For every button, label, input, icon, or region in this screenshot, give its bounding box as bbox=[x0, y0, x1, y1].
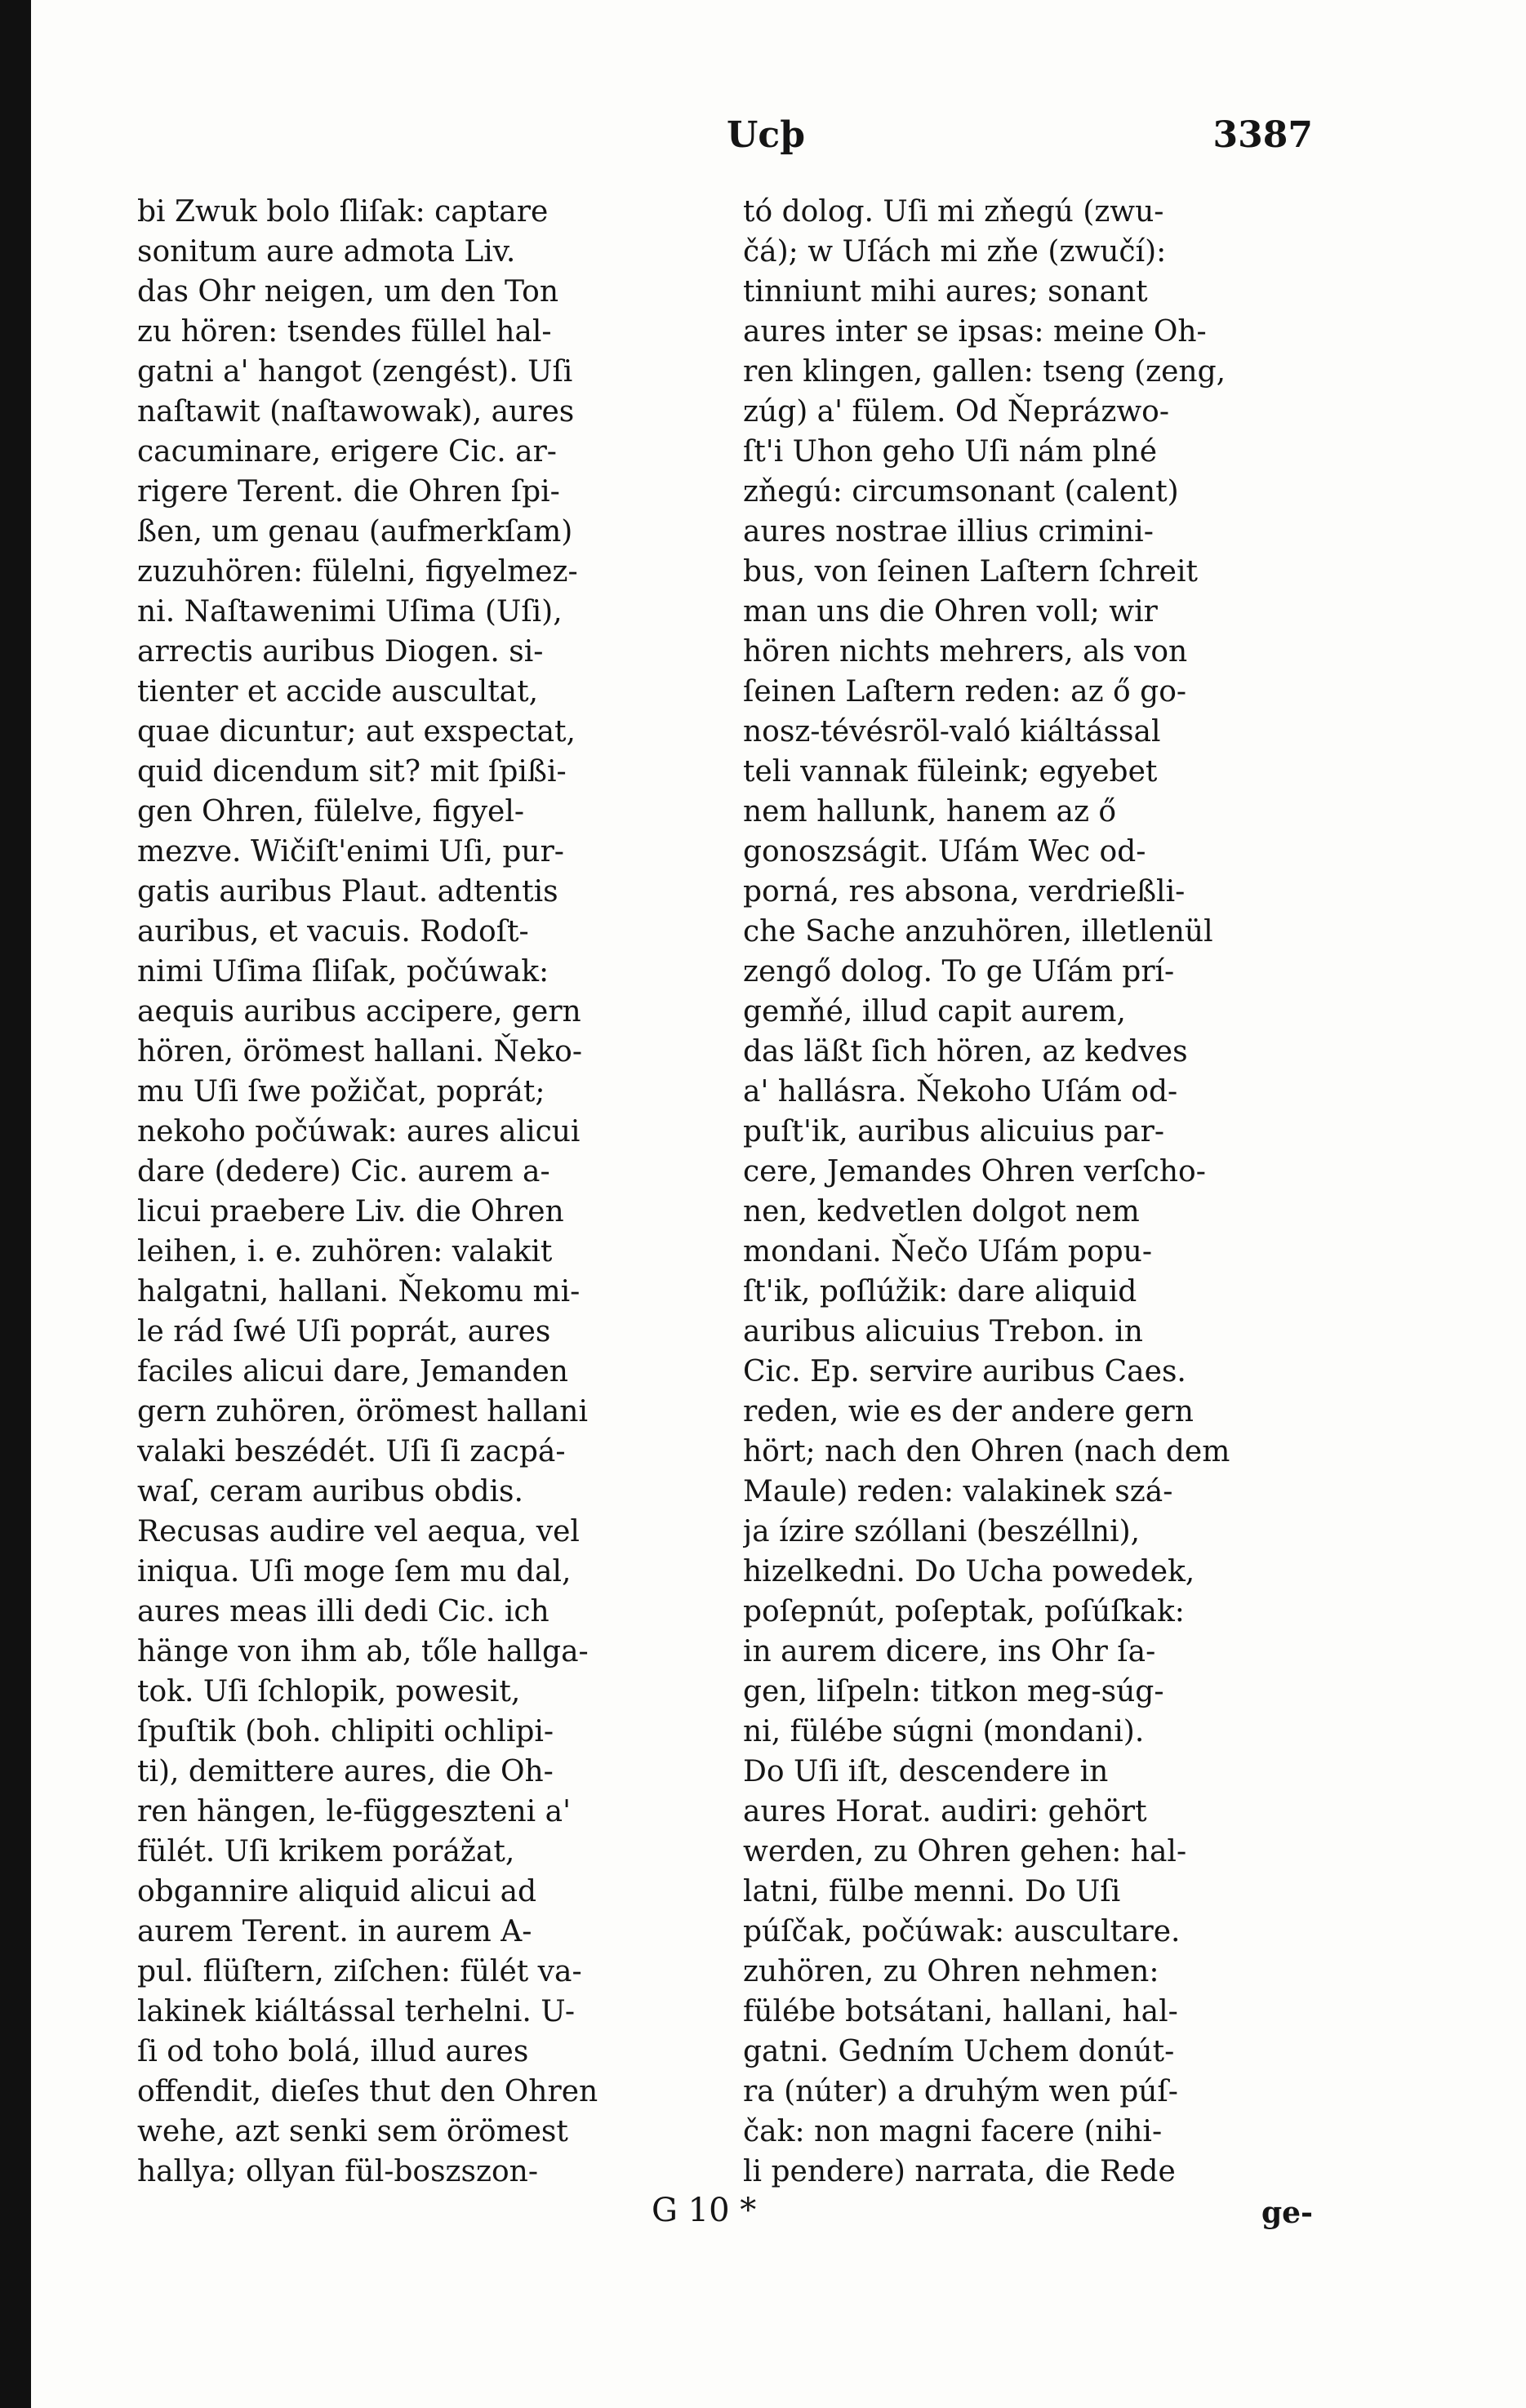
text-line: ra (núter) a druhým wen púſ- bbox=[743, 2075, 1178, 2108]
text-line: halgatni, hallani. Ňekomu mi- bbox=[137, 1275, 581, 1308]
text-line: ren hängen, le-függeszteni a' bbox=[137, 1795, 571, 1828]
text-line: fülét. Uſi krikem porážat, bbox=[137, 1835, 515, 1868]
text-line: nimi Uſima ſliſak, počúwak: bbox=[137, 955, 549, 989]
text-line: zengő dolog. To ge Uſám prí- bbox=[743, 955, 1175, 989]
right-column bbox=[743, 192, 1298, 2192]
text-line: teli vannak füleink; egyebet bbox=[743, 755, 1158, 789]
text-line: arrectis auribus Diogen. si- bbox=[137, 635, 544, 669]
scan-edge bbox=[0, 0, 31, 2408]
text-line: tinniunt mihi aures; sonant bbox=[743, 275, 1148, 309]
text-line: gen, liſpeln: titkon meg-súg- bbox=[743, 1675, 1164, 1708]
text-line: ti), demittere aures, die Oh- bbox=[137, 1755, 554, 1788]
text-line: ſt'ik, poſlúžik: dare aliquid bbox=[743, 1275, 1137, 1308]
text-line: man uns die Ohren voll; wir bbox=[743, 595, 1158, 629]
text-line: faciles alicui dare, Jemanden bbox=[137, 1355, 568, 1388]
text-line: čá); w Uſách mi zňe (zwučí): bbox=[743, 235, 1167, 269]
text-line: gen Ohren, fülelve, figyel- bbox=[137, 795, 525, 829]
text-line: aures nostrae illius crimini- bbox=[743, 515, 1154, 549]
text-line: valaki beszédét. Uſi ſi zacpá- bbox=[137, 1435, 566, 1468]
text-line: aures meas illi dedi Cic. ich bbox=[137, 1595, 549, 1628]
text-line: che Sache anzuhören, illetlenül bbox=[743, 915, 1213, 949]
text-line: zuzuhören: fülelni, figyelmez- bbox=[137, 555, 578, 589]
text-line: quid dicendum sit? mit ſpißi- bbox=[137, 755, 567, 789]
text-line: naſtawit (naſtawowak), aures bbox=[137, 395, 575, 429]
text-line: le rád ſwé Uſi poprát, aures bbox=[137, 1315, 551, 1348]
text-line: mondani. Ňečo Uſám popu- bbox=[743, 1235, 1152, 1268]
text-line: poſepnút, poſeptak, poſúſkak: bbox=[743, 1595, 1185, 1628]
text-line: Maule) reden: valakinek szá- bbox=[743, 1475, 1173, 1508]
running-head-word: Ucþ bbox=[727, 114, 805, 156]
text-line: aures Horat. audiri: gehört bbox=[743, 1795, 1147, 1828]
text-line: hört; nach den Ohren (nach dem bbox=[743, 1435, 1230, 1468]
text-line: nen, kedvetlen dolgot nem bbox=[743, 1195, 1140, 1228]
text-line: ni, fülébe súgni (mondani). bbox=[743, 1715, 1145, 1748]
text-line: aures inter se ipsas: meine Oh- bbox=[743, 315, 1207, 349]
text-line: leihen, i. e. zuhören: valakit bbox=[137, 1235, 553, 1268]
text-line: a' hallásra. Ňekoho Uſám od- bbox=[743, 1075, 1178, 1108]
text-line: porná, res absona, verdrießli- bbox=[743, 875, 1186, 909]
text-line: ren klingen, gallen: tseng (zeng, bbox=[743, 355, 1226, 389]
text-line: gatni a' hangot (zengést). Uſi bbox=[137, 355, 573, 389]
text-line: wehe, azt senki sem örömest bbox=[137, 2115, 568, 2148]
text-line: das Ohr neigen, um den Ton bbox=[137, 275, 559, 309]
text-line: zuhören, zu Ohren nehmen: bbox=[743, 1955, 1159, 1988]
text-line: hizelkedni. Do Ucha powedek, bbox=[743, 1555, 1195, 1588]
text-line: cacuminare, erigere Cic. ar- bbox=[137, 435, 557, 469]
text-line: in aurem dicere, ins Ohr ſa- bbox=[743, 1635, 1156, 1668]
text-line: pul. flüſtern, ziſchen: fülét va- bbox=[137, 1955, 582, 1988]
text-line: hören, örömest hallani. Ňeko- bbox=[137, 1035, 583, 1068]
text-line: gatis auribus Plaut. adtentis bbox=[137, 875, 558, 909]
text-line: li pendere) narrata, die Rede bbox=[743, 2155, 1176, 2188]
text-line: offendit, dieſes thut den Ohren bbox=[137, 2075, 598, 2108]
text-line: ja ízire szóllani (beszéllni), bbox=[743, 1515, 1141, 1548]
text-line: licui praebere Liv. die Ohren bbox=[137, 1195, 564, 1228]
text-line: obgannire aliquid alicui ad bbox=[137, 1875, 537, 1908]
text-line: gemňé, illud capit aurem, bbox=[743, 995, 1126, 1029]
text-line: bi Zwuk bolo ſliſak: captare bbox=[137, 195, 549, 229]
text-line: gatni. Gedním Uchem donút- bbox=[743, 2035, 1175, 2068]
text-line: Recusas audire vel aequa, vel bbox=[137, 1515, 580, 1548]
text-line: ſi od toho bolá, illud aures bbox=[137, 2035, 529, 2068]
text-line: nem hallunk, hanem az ő bbox=[743, 795, 1117, 829]
text-line: mezve. Wičiſt'enimi Uſi, pur- bbox=[137, 835, 564, 869]
left-column bbox=[137, 192, 692, 2192]
text-line: rigere Terent. die Ohren ſpi- bbox=[137, 475, 560, 509]
text-line: tó dolog. Uſi mi zňegú (zwu- bbox=[743, 195, 1164, 229]
text-line: Do Uſi iſt, descendere in bbox=[743, 1755, 1109, 1788]
text-line: hallya; ollyan fül-boszszon- bbox=[137, 2155, 538, 2188]
text-line: gonoszságit. Uſám Wec od- bbox=[743, 835, 1146, 869]
text-line: waſ, ceram auribus obdis. bbox=[137, 1475, 523, 1508]
dictionary-page bbox=[31, 0, 1526, 2408]
text-line: Cic. Ep. servire auribus Caes. bbox=[743, 1355, 1186, 1388]
text-line: dare (dedere) Cic. aurem a- bbox=[137, 1155, 550, 1188]
text-line: hören nichts mehrers, als von bbox=[743, 635, 1188, 669]
text-line: fülébe botsátani, hallani, hal- bbox=[743, 1995, 1178, 2028]
text-line: púſčak, počúwak: auscultare. bbox=[743, 1915, 1181, 1948]
text-line: reden, wie es der andere gern bbox=[743, 1395, 1194, 1428]
text-line: sonitum aure admota Liv. bbox=[137, 235, 516, 269]
text-line: aurem Terent. in aurem A- bbox=[137, 1915, 532, 1948]
text-line: puſt'ik, auribus alicuius par- bbox=[743, 1115, 1164, 1148]
text-line: auribus, et vacuis. Rodoſt- bbox=[137, 915, 529, 949]
text-line: gern zuhören, örömest hallani bbox=[137, 1395, 589, 1428]
text-line: quae dicuntur; aut exspectat, bbox=[137, 715, 576, 749]
text-line: ſt'i Uhon geho Uſi nám plné bbox=[743, 435, 1158, 469]
text-line: nosz-tévésröl-való kiáltással bbox=[743, 715, 1161, 749]
text-line: iniqua. Uſi moge ſem mu dal, bbox=[137, 1555, 572, 1588]
text-line: werden, zu Ohren gehen: hal- bbox=[743, 1835, 1187, 1868]
text-line: zňegú: circumsonant (calent) bbox=[743, 475, 1179, 509]
text-line: ſeinen Laſtern reden: az ő go- bbox=[743, 675, 1187, 709]
catchword: ge- bbox=[1261, 2196, 1313, 2230]
text-line: tok. Uſi ſchlopik, powesit, bbox=[137, 1675, 521, 1708]
text-line: lakinek kiáltással terhelni. U- bbox=[137, 1995, 576, 2028]
page-number: 3387 bbox=[1212, 114, 1313, 156]
text-line: aequis auribus accipere, gern bbox=[137, 995, 581, 1029]
text-line: das läßt ſich hören, az kedves bbox=[743, 1035, 1188, 1068]
text-line: čak: non magni facere (nihi- bbox=[743, 2115, 1163, 2148]
text-line: cere, Jemandes Ohren verſcho- bbox=[743, 1155, 1206, 1188]
text-line: nekoho počúwak: aures alicui bbox=[137, 1115, 581, 1148]
text-line: ſpuſtik (boh. chlipiti ochlipi- bbox=[137, 1715, 554, 1748]
text-line: bus, von ſeinen Laſtern ſchreit bbox=[743, 555, 1198, 589]
text-line: auribus alicuius Trebon. in bbox=[743, 1315, 1143, 1348]
text-line: mu Uſi ſwe požičat, poprát; bbox=[137, 1075, 545, 1108]
text-line: hänge von ihm ab, tőle hallga- bbox=[137, 1635, 589, 1668]
text-line: tienter et accide auscultat, bbox=[137, 675, 539, 709]
text-line: latni, fülbe menni. Do Uſi bbox=[743, 1875, 1121, 1908]
text-line: ßen, um genau (aufmerkſam) bbox=[137, 515, 573, 549]
text-line: zúg) a' fülem. Od Ňeprázwo- bbox=[743, 395, 1169, 429]
text-line: ni. Naſtawenimi Uſima (Uſi), bbox=[137, 595, 563, 629]
text-line: zu hören: tsendes füllel hal- bbox=[137, 315, 552, 349]
signature-mark: G 10 * bbox=[652, 2192, 757, 2229]
